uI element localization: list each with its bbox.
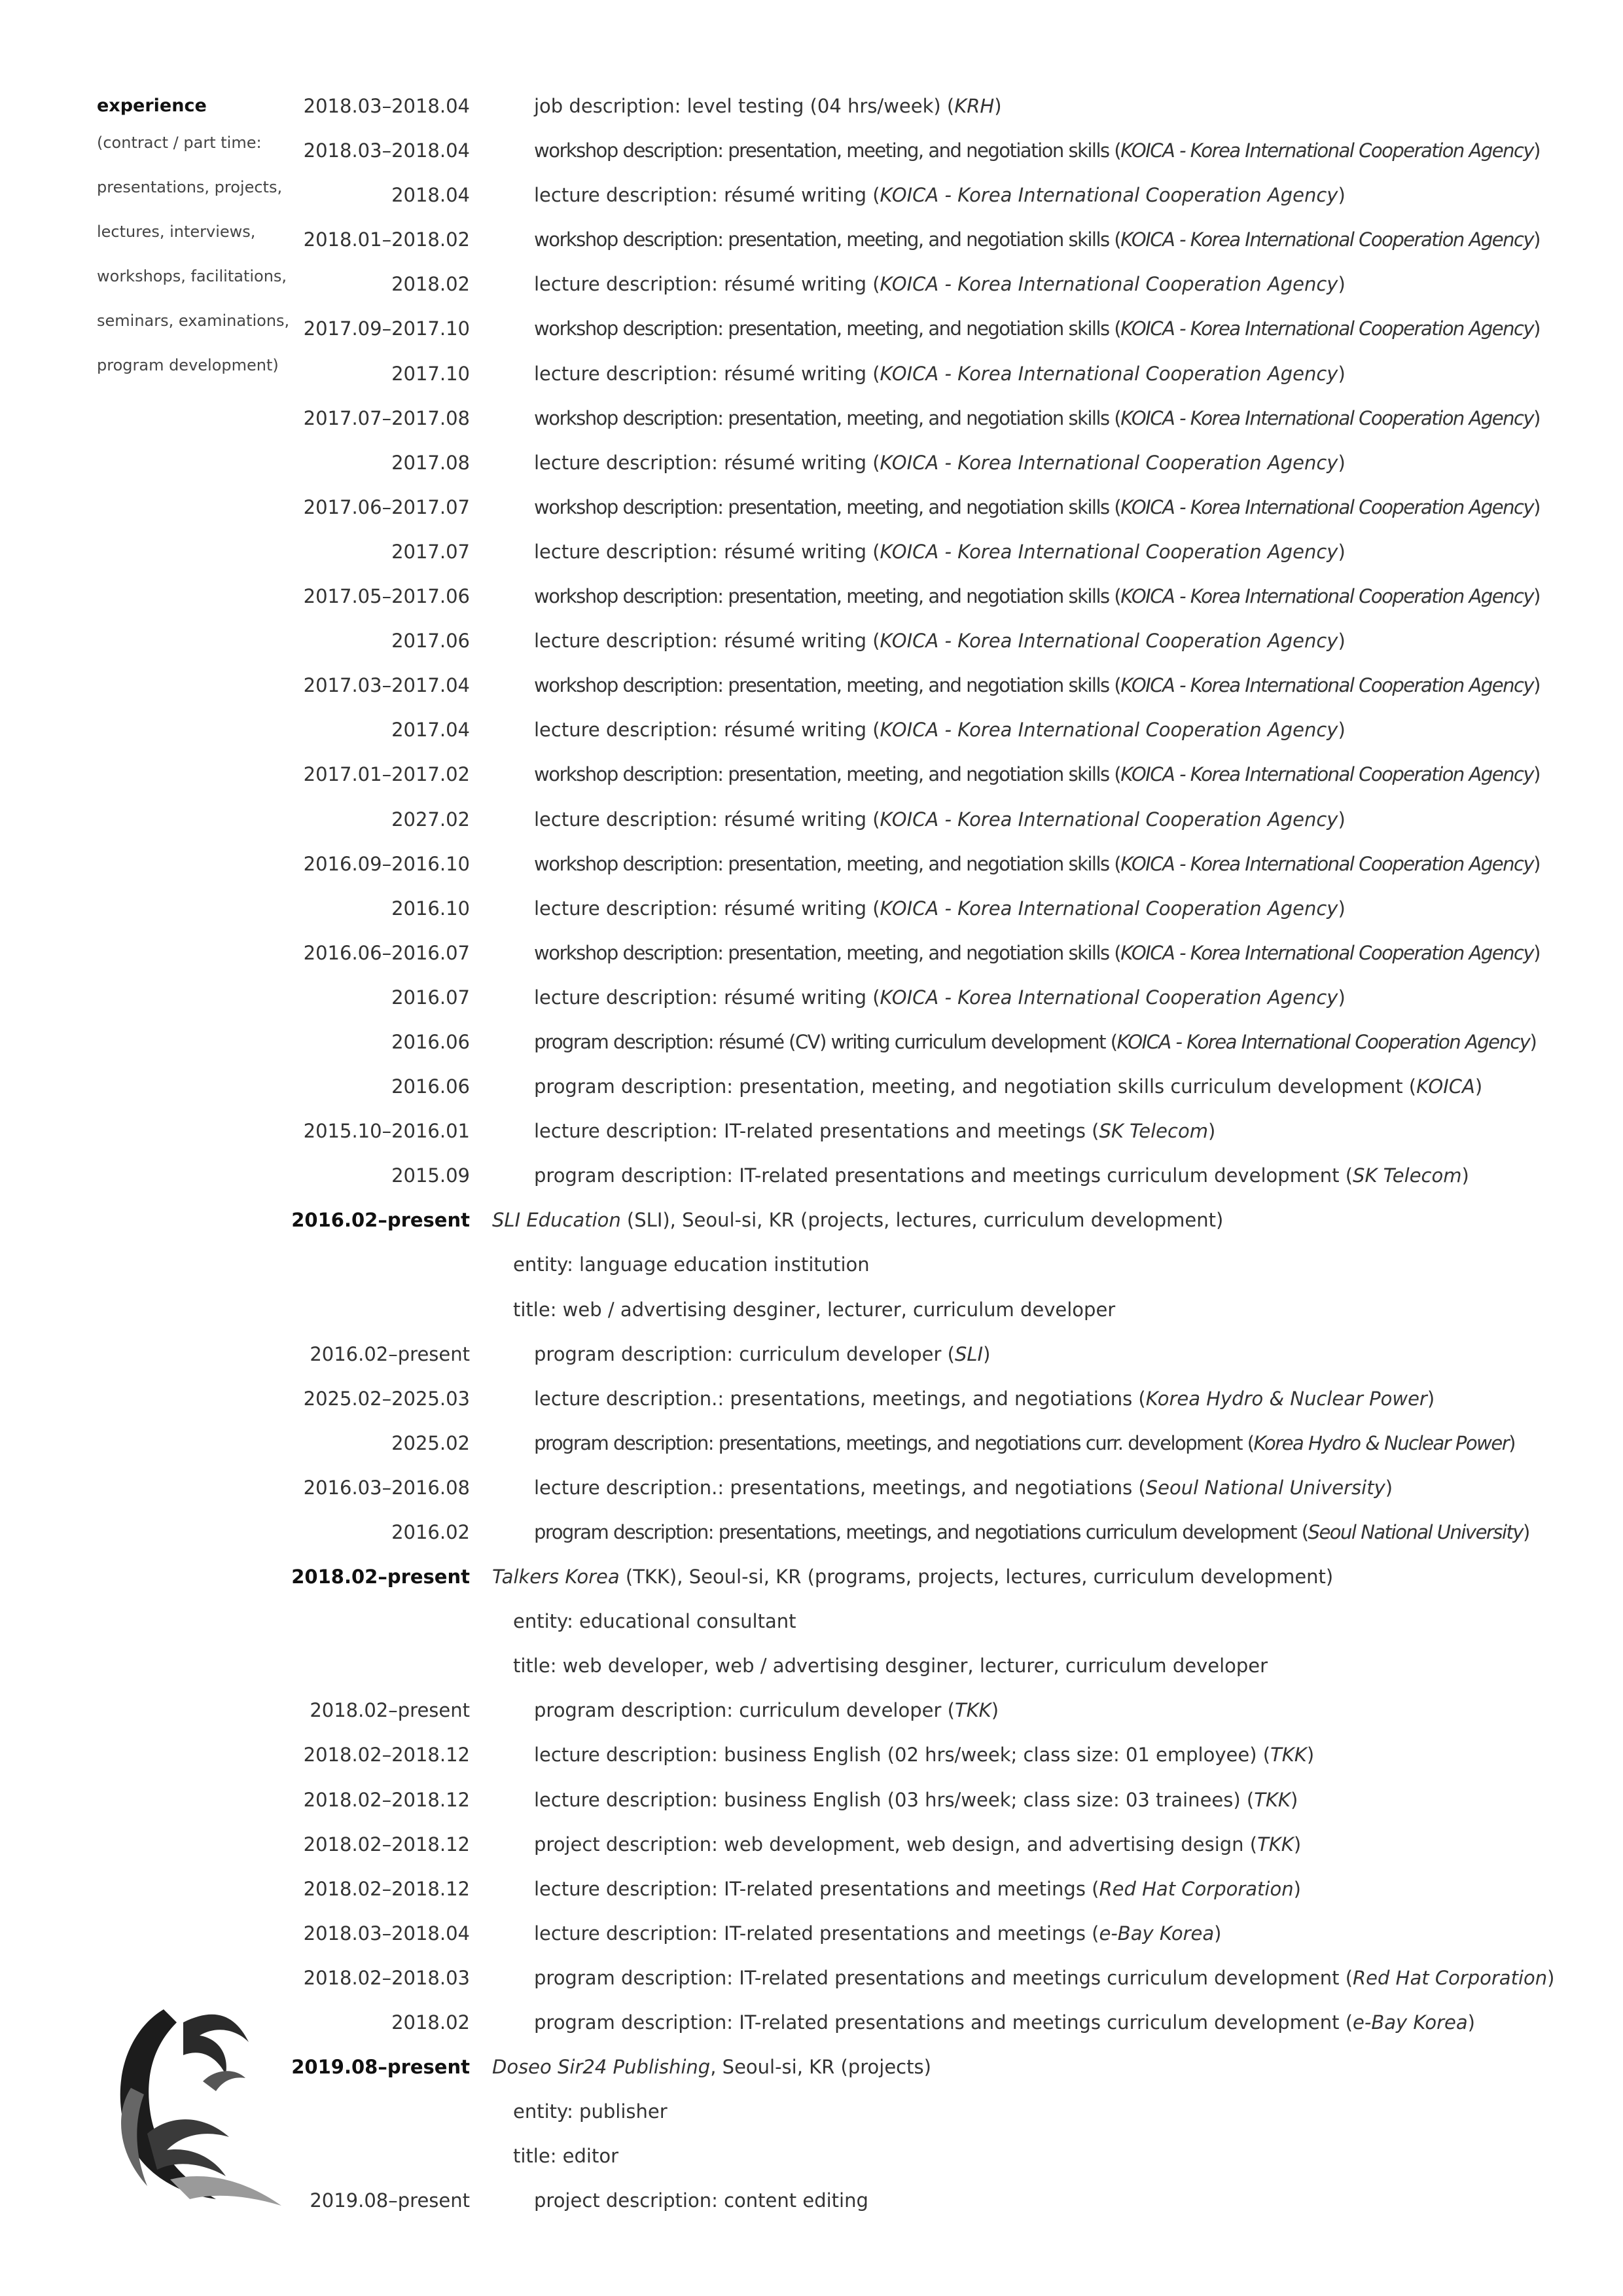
entry-description bbox=[534, 1114, 1215, 1148]
entry-text: program description: IT-related presentations and meetings curriculum development ( bbox=[534, 1966, 1353, 1989]
entry-description bbox=[534, 1426, 1515, 1460]
experience-row bbox=[0, 1471, 1623, 1515]
entry-tail: ) bbox=[1533, 674, 1540, 697]
entry-description bbox=[534, 1382, 1435, 1416]
entry-description bbox=[534, 1738, 1314, 1772]
entry-description bbox=[534, 1961, 1554, 1995]
organization-name: KOICA - Korea International Cooperation Agency bbox=[880, 986, 1338, 1009]
experience-row bbox=[0, 1158, 1623, 1203]
employer-detail-row bbox=[0, 1293, 1623, 1337]
entry-text: lecture description: business English (02 hrs/week; class size: 01 employee) ( bbox=[534, 1744, 1271, 1767]
entry-description bbox=[534, 1515, 1529, 1549]
entry-text: lecture description: IT-related presentations and meetings ( bbox=[534, 1120, 1099, 1143]
entry-text: lecture description: résumé writing ( bbox=[534, 719, 880, 742]
organization-name: KOICA - Korea International Cooperation Agency bbox=[1120, 406, 1534, 429]
entry-tail: ) bbox=[1547, 1966, 1555, 1989]
organization-name: KOICA - Korea International Cooperation Agency bbox=[1116, 1030, 1530, 1053]
experience-row bbox=[0, 89, 1623, 134]
experience-list bbox=[0, 89, 1623, 2229]
organization-name: KOICA - Korea International Cooperation Agency bbox=[1120, 852, 1534, 875]
experience-row bbox=[0, 312, 1623, 356]
entry-date: 2019.08–present bbox=[310, 2189, 470, 2212]
sidebar-note-line: (contract / part time: bbox=[97, 134, 262, 152]
entry-text: lecture description: résumé writing ( bbox=[534, 897, 880, 920]
entry-tail: ) bbox=[1533, 406, 1540, 429]
entry-tail: ) bbox=[1338, 451, 1346, 474]
experience-row bbox=[0, 757, 1623, 802]
entry-text: lecture description: résumé writing ( bbox=[534, 986, 880, 1009]
experience-row bbox=[0, 535, 1623, 579]
organization-name: KOICA - Korea International Cooperation Agency bbox=[880, 897, 1338, 920]
entry-text: program description: curriculum developer ( bbox=[534, 1699, 955, 1722]
entry-text: entity: publisher bbox=[513, 2100, 668, 2123]
entry-description bbox=[513, 1604, 796, 1638]
entry-description bbox=[534, 2005, 1475, 2039]
entry-tail: ) bbox=[1533, 228, 1540, 251]
entry-text: title: web / advertising desginer, lecturer, curriculum developer bbox=[513, 1298, 1116, 1321]
sidebar-note-line: presentations, projects, bbox=[97, 178, 283, 196]
organization-name: KOICA - Korea International Cooperation Agency bbox=[1120, 495, 1534, 518]
employer-detail-row bbox=[0, 1649, 1623, 1693]
entry-description bbox=[534, 713, 1346, 747]
entry-description bbox=[534, 1916, 1221, 1950]
entry-text: workshop description: presentation, meeting, and negotiation skills ( bbox=[534, 495, 1121, 518]
organization-name: KOICA - Korea International Cooperation Agency bbox=[880, 273, 1338, 296]
entry-text: project description: content editing bbox=[534, 2189, 868, 2212]
entry-date: 2019.08–present bbox=[291, 2056, 470, 2079]
entry-text: lecture description: IT-related presentations and meetings ( bbox=[534, 1922, 1099, 1945]
entry-tail: ) bbox=[1338, 540, 1346, 563]
entry-date: 2018.01–2018.02 bbox=[303, 228, 470, 251]
entry-tail: ) bbox=[1214, 1922, 1222, 1945]
organization-name: e-Bay Korea bbox=[1099, 1922, 1215, 1945]
entry-date: 2018.03–2018.04 bbox=[303, 1922, 470, 1945]
entry-text: workshop description: presentation, meeting, and negotiation skills ( bbox=[534, 228, 1121, 251]
entry-description bbox=[534, 624, 1346, 658]
entry-tail: ) bbox=[1338, 808, 1346, 831]
entry-date: 2016.06 bbox=[391, 1075, 470, 1098]
employer-detail-row bbox=[0, 1604, 1623, 1649]
entry-description bbox=[534, 668, 1540, 702]
entry-description bbox=[534, 1471, 1393, 1505]
entry-description bbox=[492, 1560, 1333, 1594]
experience-row bbox=[0, 267, 1623, 312]
employer-detail-row bbox=[0, 1247, 1623, 1292]
entry-date: 2017.09–2017.10 bbox=[303, 317, 470, 340]
entry-description bbox=[534, 1827, 1301, 1861]
entry-description bbox=[534, 1069, 1482, 1103]
entry-date: 2018.04 bbox=[391, 184, 470, 207]
entry-date: 2018.02–2018.12 bbox=[303, 1744, 470, 1767]
entry-text: lecture description: résumé writing ( bbox=[534, 451, 880, 474]
entry-text: program description: IT-related presentations and meetings curriculum development ( bbox=[534, 1164, 1353, 1187]
entry-description bbox=[534, 490, 1540, 524]
entry-tail: ) bbox=[1474, 1075, 1483, 1098]
organization-name: KOICA - Korea International Cooperation Agency bbox=[880, 362, 1338, 385]
entry-description bbox=[534, 89, 1002, 123]
entry-description bbox=[534, 802, 1346, 836]
organization-name: KOICA bbox=[1416, 1075, 1475, 1098]
entry-text: lecture description: résumé writing ( bbox=[534, 808, 880, 831]
organization-name: TKK bbox=[1257, 1833, 1294, 1856]
experience-row bbox=[0, 1426, 1623, 1471]
entry-description bbox=[534, 1025, 1536, 1059]
entry-date: 2016.09–2016.10 bbox=[303, 852, 470, 875]
employer-row bbox=[0, 1203, 1623, 1247]
entry-text: program description: presentations, meetings, and negotiations curriculum development ( bbox=[534, 1521, 1308, 1543]
experience-row bbox=[0, 1872, 1623, 1916]
entry-description bbox=[534, 223, 1540, 257]
entry-date: 2016.02–present bbox=[310, 1342, 470, 1365]
experience-row bbox=[0, 1827, 1623, 1872]
entry-tail: ) bbox=[983, 1342, 991, 1365]
entry-date: 2016.10 bbox=[391, 897, 470, 920]
entry-description bbox=[534, 936, 1540, 970]
entry-description bbox=[534, 535, 1346, 569]
entry-description bbox=[513, 2139, 618, 2173]
entry-text: (SLI), Seoul-si, KR (projects, lectures, curriculum development) bbox=[620, 1209, 1224, 1232]
entry-tail: ) bbox=[1529, 1030, 1537, 1053]
entry-text: workshop description: presentation, meeting, and negotiation skills ( bbox=[534, 585, 1121, 608]
entry-date: 2018.02–2018.12 bbox=[303, 1877, 470, 1900]
entry-date: 2017.03–2017.04 bbox=[303, 674, 470, 697]
entry-text: lecture description: résumé writing ( bbox=[534, 362, 880, 385]
entry-text: program description: presentations, meetings, and negotiations curr. development ( bbox=[534, 1431, 1254, 1454]
experience-row bbox=[0, 936, 1623, 980]
entry-description bbox=[513, 1293, 1115, 1327]
sidebar-note-line: program development) bbox=[97, 356, 279, 374]
entry-text: lecture description.: presentations, meetings, and negotiations ( bbox=[534, 1476, 1146, 1499]
entry-description bbox=[534, 401, 1540, 435]
organization-name: KOICA - Korea International Cooperation Agency bbox=[1120, 585, 1534, 608]
experience-row bbox=[0, 401, 1623, 446]
entry-date: 2025.02 bbox=[391, 1431, 470, 1454]
experience-row bbox=[0, 980, 1623, 1025]
entry-tail: ) bbox=[1533, 763, 1540, 786]
experience-row bbox=[0, 446, 1623, 490]
entry-description bbox=[534, 1337, 990, 1371]
entry-description bbox=[534, 267, 1346, 301]
entry-tail: ) bbox=[1338, 986, 1346, 1009]
entry-date: 2018.02–present bbox=[310, 1699, 470, 1722]
entry-date: 2017.07 bbox=[391, 540, 470, 563]
entry-tail: ) bbox=[1207, 1120, 1216, 1143]
organization-name: Red Hat Corporation bbox=[1353, 1966, 1548, 1989]
entry-description bbox=[534, 980, 1346, 1014]
entry-date: 2018.02–2018.03 bbox=[303, 1966, 470, 1989]
experience-row bbox=[0, 1069, 1623, 1114]
organization-name: Korea Hydro & Nuclear Power bbox=[1253, 1431, 1509, 1454]
entry-text: program description: IT-related presentations and meetings curriculum development ( bbox=[534, 2011, 1353, 2034]
entry-date: 2018.02–present bbox=[291, 1566, 470, 1588]
floral-swirl-icon bbox=[85, 2003, 301, 2219]
entry-text: lecture description: résumé writing ( bbox=[534, 540, 880, 563]
entry-date: 2017.08 bbox=[391, 451, 470, 474]
entry-text: title: web developer, web / advertising desginer, lecturer, curriculum developer bbox=[513, 1655, 1268, 1677]
entry-date: 2018.02 bbox=[391, 2011, 470, 2034]
entry-tail: ) bbox=[1467, 2011, 1475, 2034]
entry-description bbox=[534, 757, 1540, 791]
organization-name: KOICA - Korea International Cooperation Agency bbox=[1120, 763, 1534, 786]
entry-text: workshop description: presentation, meeting, and negotiation skills ( bbox=[534, 852, 1121, 875]
entry-date: 2016.03–2016.08 bbox=[303, 1476, 470, 1499]
entry-date: 2015.10–2016.01 bbox=[303, 1120, 470, 1143]
entry-date: 2025.02–2025.03 bbox=[303, 1387, 470, 1410]
experience-row bbox=[0, 178, 1623, 223]
entry-tail: ) bbox=[1338, 630, 1346, 653]
organization-name: KOICA - Korea International Cooperation Agency bbox=[1120, 139, 1534, 162]
experience-row bbox=[0, 1337, 1623, 1382]
experience-row bbox=[0, 357, 1623, 401]
entry-text: lecture description: business English (03 hrs/week; class size: 03 trainees) ( bbox=[534, 1788, 1255, 1811]
entry-tail: ) bbox=[1533, 852, 1540, 875]
entry-description bbox=[513, 1247, 870, 1282]
experience-row bbox=[0, 1025, 1623, 1069]
experience-row bbox=[0, 1382, 1623, 1426]
experience-row bbox=[0, 1114, 1623, 1158]
entry-description bbox=[534, 446, 1346, 480]
entry-text: entity: language education institution bbox=[513, 1253, 870, 1276]
entry-date: 2016.06 bbox=[391, 1030, 470, 1053]
organization-name: Doseo Sir24 Publishing bbox=[492, 2056, 711, 2079]
entry-text: lecture description: résumé writing ( bbox=[534, 273, 880, 296]
entry-description bbox=[492, 1203, 1223, 1237]
organization-name: KOICA - Korea International Cooperation Agency bbox=[880, 808, 1338, 831]
experience-row bbox=[0, 713, 1623, 757]
experience-row bbox=[0, 624, 1623, 668]
entry-text: lecture description: résumé writing ( bbox=[534, 184, 880, 207]
entry-text: workshop description: presentation, meeting, and negotiation skills ( bbox=[534, 139, 1121, 162]
organization-name: KOICA - Korea International Cooperation Agency bbox=[880, 719, 1338, 742]
organization-name: Seoul National University bbox=[1145, 1476, 1385, 1499]
entry-date: 2018.02–2018.12 bbox=[303, 1833, 470, 1856]
entry-tail: ) bbox=[1338, 184, 1346, 207]
entry-tail: ) bbox=[1338, 362, 1346, 385]
organization-name: SK Telecom bbox=[1099, 1120, 1208, 1143]
entry-tail: ) bbox=[1523, 1521, 1529, 1543]
entry-date: 2016.02 bbox=[391, 1521, 470, 1543]
entry-date: 2017.07–2017.08 bbox=[303, 406, 470, 429]
entry-date: 2017.05–2017.06 bbox=[303, 585, 470, 608]
experience-row bbox=[0, 668, 1623, 713]
entry-description bbox=[534, 178, 1346, 212]
entry-tail: ) bbox=[1508, 1431, 1515, 1454]
entry-date: 2018.03–2018.04 bbox=[303, 139, 470, 162]
entry-text: , Seoul-si, KR (projects) bbox=[710, 2056, 931, 2079]
entry-tail: ) bbox=[1385, 1476, 1393, 1499]
entry-tail: ) bbox=[1533, 495, 1540, 518]
entry-description bbox=[534, 312, 1540, 346]
entry-description bbox=[513, 1649, 1268, 1683]
entry-description bbox=[534, 134, 1540, 168]
entry-date: 2017.01–2017.02 bbox=[303, 763, 470, 786]
organization-name: KOICA - Korea International Cooperation Agency bbox=[1120, 674, 1534, 697]
entry-date: 2018.02 bbox=[391, 273, 470, 296]
entry-description bbox=[534, 891, 1346, 925]
experience-row bbox=[0, 802, 1623, 847]
organization-name: KOICA - Korea International Cooperation Agency bbox=[880, 540, 1338, 563]
organization-name: SLI bbox=[954, 1342, 984, 1365]
experience-row bbox=[0, 1783, 1623, 1827]
section-heading: experience bbox=[97, 96, 207, 116]
entry-text: lecture description: résumé writing ( bbox=[534, 630, 880, 653]
entry-text: lecture description.: presentations, meetings, and negotiations ( bbox=[534, 1387, 1146, 1410]
entry-text: program description: curriculum developer ( bbox=[534, 1342, 955, 1365]
entry-description bbox=[534, 1158, 1469, 1193]
experience-row bbox=[0, 1916, 1623, 1961]
entry-text: program description: presentation, meeting, and negotiation skills curriculum development ( bbox=[534, 1075, 1417, 1098]
entry-text: project description: web development, web design, and advertising design ( bbox=[534, 1833, 1258, 1856]
entry-text: workshop description: presentation, meeting, and negotiation skills ( bbox=[534, 763, 1121, 786]
experience-row bbox=[0, 1961, 1623, 2005]
experience-row bbox=[0, 891, 1623, 936]
experience-row bbox=[0, 490, 1623, 535]
entry-text: job description: level testing (04 hrs/week) ( bbox=[534, 95, 955, 117]
entry-description bbox=[513, 2094, 668, 2128]
organization-name: Red Hat Corporation bbox=[1099, 1877, 1294, 1900]
organization-name: SLI Education bbox=[492, 1209, 621, 1232]
experience-row bbox=[0, 223, 1623, 267]
entry-description bbox=[534, 847, 1540, 881]
entry-date: 2016.07 bbox=[391, 986, 470, 1009]
entry-tail: ) bbox=[1461, 1164, 1469, 1187]
organization-name: KOICA - Korea International Cooperation Agency bbox=[880, 184, 1338, 207]
entry-text: workshop description: presentation, meeting, and negotiation skills ( bbox=[534, 941, 1121, 964]
sidebar-note-line: workshops, facilitations, bbox=[97, 267, 287, 285]
entry-tail: ) bbox=[1427, 1387, 1435, 1410]
entry-description bbox=[492, 2050, 931, 2084]
organization-name: Korea Hydro & Nuclear Power bbox=[1145, 1387, 1427, 1410]
entry-text: workshop description: presentation, meeting, and negotiation skills ( bbox=[534, 674, 1121, 697]
entry-date: 2027.02 bbox=[391, 808, 470, 831]
entry-tail: ) bbox=[1533, 139, 1540, 162]
entry-tail: ) bbox=[1533, 585, 1540, 608]
entry-tail: ) bbox=[1338, 719, 1346, 742]
entry-date: 2017.06 bbox=[391, 630, 470, 653]
experience-row bbox=[0, 579, 1623, 624]
sidebar-note-line: lectures, interviews, bbox=[97, 223, 256, 241]
organization-name: KOICA - Korea International Cooperation Agency bbox=[1120, 317, 1534, 340]
organization-name: e-Bay Korea bbox=[1353, 2011, 1468, 2034]
entry-tail: ) bbox=[1533, 941, 1540, 964]
entry-date: 2016.06–2016.07 bbox=[303, 941, 470, 964]
entry-text: lecture description: IT-related presentations and meetings ( bbox=[534, 1877, 1099, 1900]
entry-description bbox=[534, 1693, 999, 1727]
entry-description bbox=[534, 2183, 868, 2217]
entry-date: 2017.06–2017.07 bbox=[303, 495, 470, 518]
entry-text: entity: educational consultant bbox=[513, 1610, 796, 1633]
entry-description bbox=[534, 579, 1540, 613]
entry-description bbox=[534, 1872, 1301, 1906]
entry-tail: ) bbox=[1290, 1788, 1298, 1811]
organization-name: TKK bbox=[954, 1699, 991, 1722]
entry-date: 2018.02–2018.12 bbox=[303, 1788, 470, 1811]
organization-name: KOICA - Korea International Cooperation Agency bbox=[880, 451, 1338, 474]
entry-description bbox=[534, 357, 1346, 391]
employer-row bbox=[0, 1560, 1623, 1604]
entry-tail: ) bbox=[1306, 1744, 1315, 1767]
experience-row bbox=[0, 1515, 1623, 1560]
organization-name: KRH bbox=[954, 95, 995, 117]
entry-text: program description: résumé (CV) writing curriculum development ( bbox=[534, 1030, 1117, 1053]
entry-tail: ) bbox=[1293, 1833, 1302, 1856]
entry-text: workshop description: presentation, meeting, and negotiation skills ( bbox=[534, 406, 1121, 429]
organization-name: Seoul National University bbox=[1308, 1521, 1524, 1543]
organization-name: TKK bbox=[1254, 1788, 1291, 1811]
entry-text: (TKK), Seoul-si, KR (programs, projects, lectures, curriculum development) bbox=[619, 1566, 1334, 1588]
organization-name: SK Telecom bbox=[1353, 1164, 1462, 1187]
entry-date: 2017.04 bbox=[391, 719, 470, 742]
organization-name: KOICA - Korea International Cooperation Agency bbox=[1120, 228, 1534, 251]
entry-tail: ) bbox=[1533, 317, 1540, 340]
entry-tail: ) bbox=[1338, 897, 1346, 920]
organization-name: TKK bbox=[1270, 1744, 1307, 1767]
entry-description bbox=[534, 1783, 1298, 1817]
entry-text: title: editor bbox=[513, 2145, 619, 2168]
entry-text: workshop description: presentation, meeting, and negotiation skills ( bbox=[534, 317, 1121, 340]
entry-tail: ) bbox=[991, 1699, 999, 1722]
sidebar-note-line: seminars, examinations, bbox=[97, 312, 290, 330]
experience-row bbox=[0, 1693, 1623, 1738]
entry-tail: ) bbox=[1293, 1877, 1301, 1900]
entry-date: 2016.02–present bbox=[291, 1209, 470, 1232]
entry-tail: ) bbox=[1338, 273, 1346, 296]
organization-name: KOICA - Korea International Cooperation Agency bbox=[1120, 941, 1534, 964]
experience-row bbox=[0, 847, 1623, 891]
organization-name: Talkers Korea bbox=[492, 1566, 620, 1588]
entry-tail: ) bbox=[994, 95, 1002, 117]
organization-name: KOICA - Korea International Cooperation Agency bbox=[880, 630, 1338, 653]
entry-date: 2017.10 bbox=[391, 362, 470, 385]
entry-date: 2015.09 bbox=[391, 1164, 470, 1187]
experience-row bbox=[0, 1738, 1623, 1782]
experience-row bbox=[0, 134, 1623, 178]
entry-date: 2018.03–2018.04 bbox=[303, 95, 470, 117]
